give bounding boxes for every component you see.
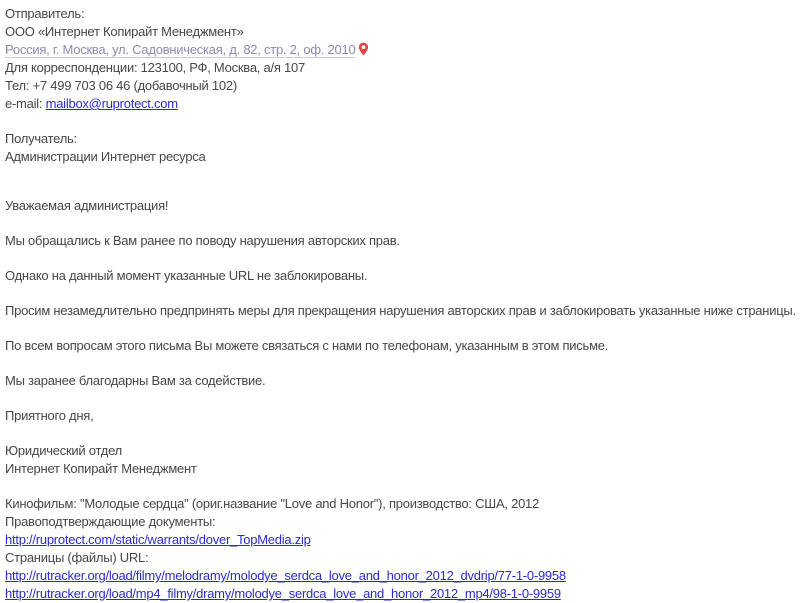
paragraph xyxy=(5,232,794,250)
paragraph xyxy=(5,337,794,355)
signature-block xyxy=(5,442,794,478)
page-url-link[interactable]: http://rutracker.org/load/filmy/melodramy/molodye_serdca_love_and_honor_2012_dvdrip/77-1-0-9958 xyxy=(5,568,566,583)
page-url-line xyxy=(5,585,794,603)
paragraph xyxy=(5,302,794,320)
sender-email-line xyxy=(5,95,794,113)
signature-department: Юридический отдел xyxy=(5,443,122,458)
page-url-link[interactable]: http://rutracker.org/load/mp4_filmy/dramy/molodye_serdca_love_and_honor_2012_mp4/98-1-0-9959 xyxy=(5,586,561,601)
signature-company: Интернет Копирайт Менеджмент xyxy=(5,461,197,476)
greeting xyxy=(5,197,794,215)
warrant-link-line xyxy=(5,531,794,549)
page-url-line xyxy=(5,567,794,585)
pages-label: Страницы (файлы) URL: xyxy=(5,550,149,565)
warrants-label: Правоподтверждающие документы: xyxy=(5,514,216,529)
paragraph-text: Мы обращались к Вам ранее по поводу нарушения авторских прав. xyxy=(5,233,400,248)
film-title: Кинофильм: "Молодые сердца" (ориг.название "Love and Honor"), производство: США, 2012 xyxy=(5,496,540,511)
recipient-block xyxy=(5,130,794,166)
greeting-text: Уважаемая администрация! xyxy=(5,198,169,213)
case-block xyxy=(5,495,794,603)
map-pin-icon[interactable] xyxy=(358,42,369,56)
paragraph-text: По всем вопросам этого письма Вы можете связаться с нами по телефонам, указанным в этом письме. xyxy=(5,338,609,353)
signature-closing xyxy=(5,407,794,425)
recipient-name: Администрации Интернет ресурса xyxy=(5,149,206,164)
sender-postal: Для корреспонденции: 123100, РФ, Москва, а/я 107 xyxy=(5,60,305,75)
warrant-link[interactable]: http://ruprotect.com/static/warrants/dover_TopMedia.zip xyxy=(5,532,311,547)
sender-address-link[interactable]: Россия, г. Москва, ул. Садовническая, д. 82, стр. 2, оф. 2010 xyxy=(5,42,356,57)
paragraph-text: Однако на данный момент указанные URL не заблокированы. xyxy=(5,268,368,283)
paragraph xyxy=(5,267,794,285)
sender-phone: Тел: +7 499 703 06 46 (добавочный 102) xyxy=(5,78,237,93)
paragraph-text: Просим незамедлительно предпринять меры для прекращения нарушения авторских прав и заблокировать указанные ниже страницы. xyxy=(5,303,796,318)
closing-text: Приятного дня, xyxy=(5,408,94,423)
sender-block xyxy=(5,5,794,113)
email-label: e-mail: xyxy=(5,96,46,111)
recipient-label: Получатель: xyxy=(5,131,77,146)
sender-company: ООО «Интернет Копирайт Менеджмент» xyxy=(5,24,244,39)
paragraph-text: Мы заранее благодарны Вам за содействие. xyxy=(5,373,266,388)
email-link[interactable]: mailbox@ruprotect.com xyxy=(45,96,178,111)
sender-label: Отправитель: xyxy=(5,6,85,21)
sender-address-line xyxy=(5,41,794,59)
paragraph xyxy=(5,372,794,390)
